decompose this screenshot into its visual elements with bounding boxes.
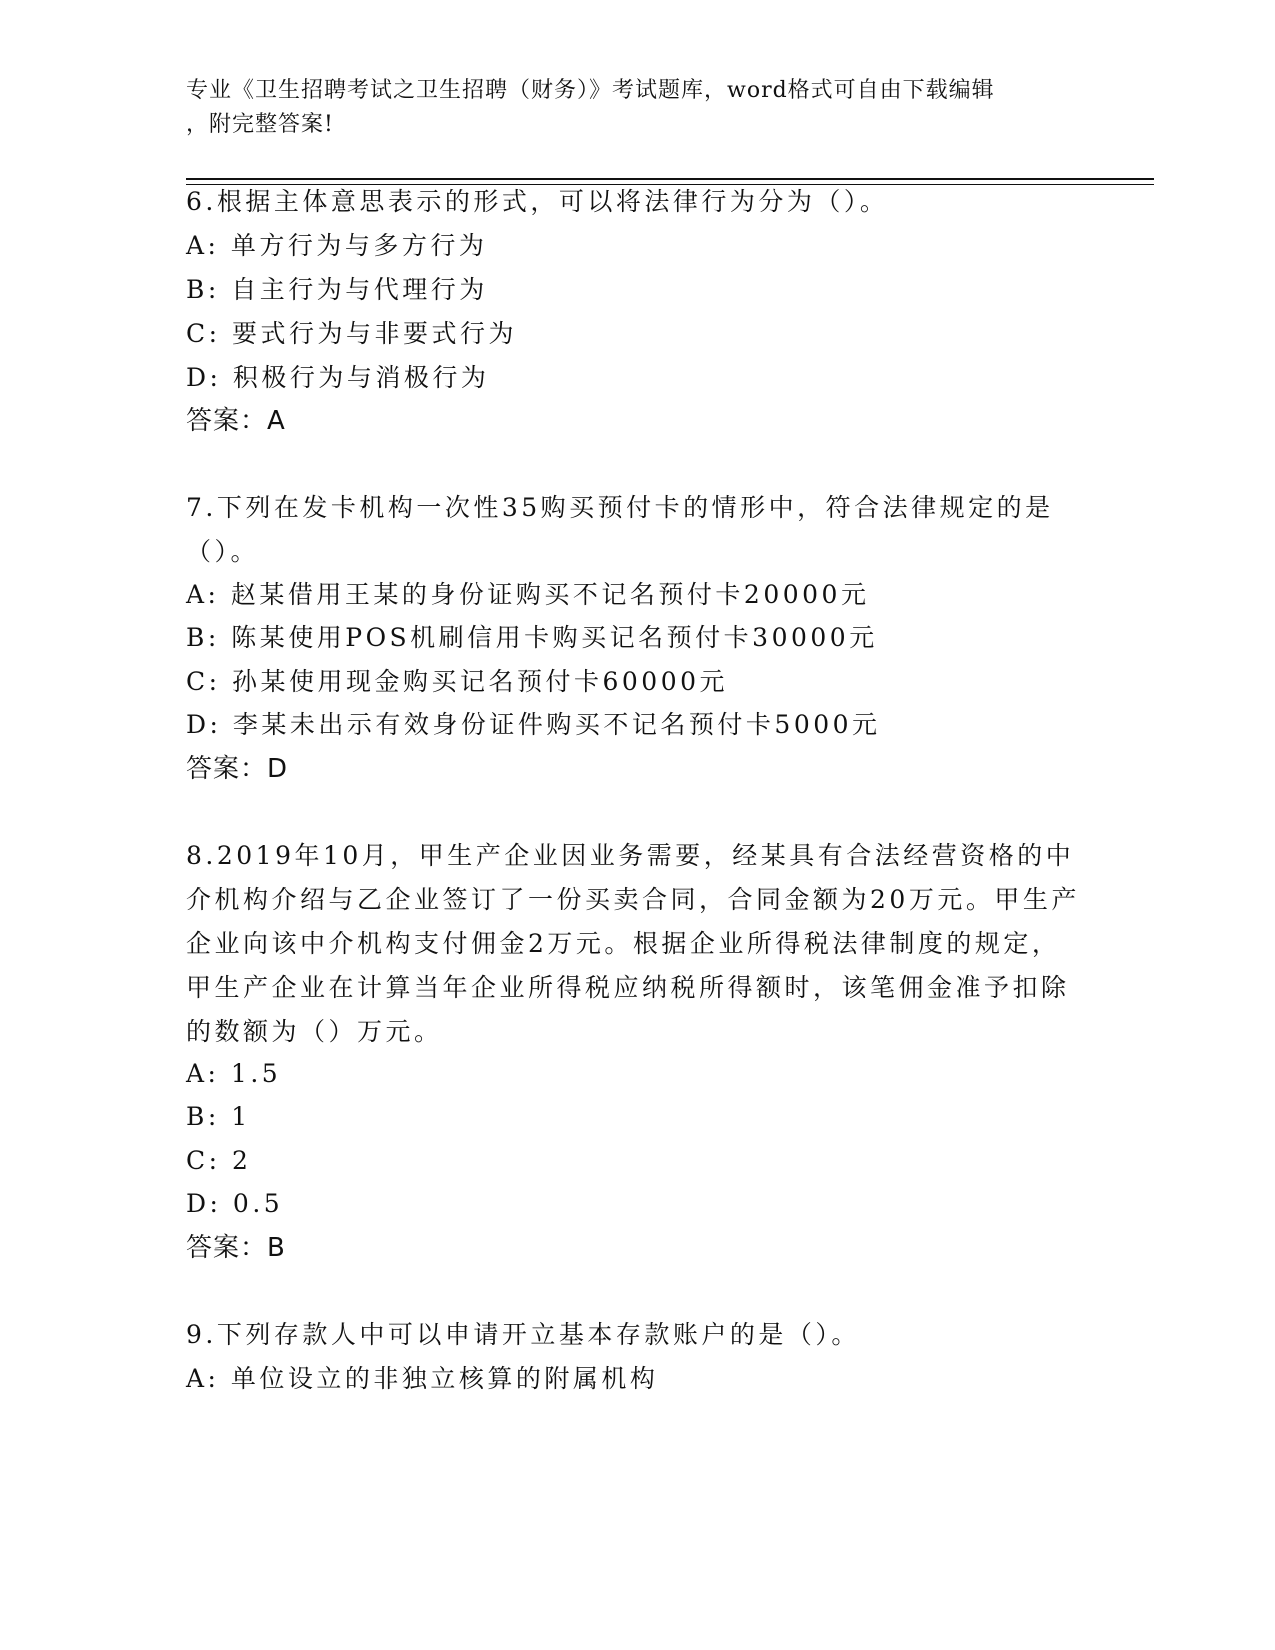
- question-8-stem: 8.2019年10月，甲生产企业因业务需要，经某具有合法经营资格的中介机构介绍与乙企业签订了一份买卖合同，合同金额为20万元。甲生产企业向该中介机构支付佣金2万元。根据企业所得税法律制度的规定，甲生产企业在计算当年企业所得税应纳税所得额时，该笔佣金准予扣除的数额为（）万元。: [186, 841, 1080, 1046]
- question-7-option-a: A: 赵某借用王某的身份证购买不记名预付卡20000元: [186, 580, 870, 609]
- question-8-option-d: D: 0.5: [186, 1189, 284, 1218]
- question-6-option-c: C: 要式行为与非要式行为: [186, 319, 517, 348]
- header-line-1: 专业《卫生招聘考试之卫生招聘（财务）》考试题库，word格式可自由下载编辑: [186, 78, 995, 103]
- question-9-stem: 9.下列存款人中可以申请开立基本存款账户的是（）。: [186, 1320, 860, 1349]
- question-8-option-a: A: 1.5: [186, 1059, 282, 1088]
- question-6-option-a: A: 单方行为与多方行为: [186, 231, 488, 260]
- question-8-option-c: C: 2: [186, 1146, 252, 1175]
- question-8-answer: 答案：B: [186, 1233, 286, 1263]
- header-line-2: ，附完整答案!: [186, 112, 334, 137]
- document-header: [186, 74, 1066, 142]
- question-7-option-d: D: 李某未出示有效身份证件购买不记名预付卡5000元: [186, 710, 881, 739]
- question-6-answer: 答案：A: [186, 406, 286, 436]
- question-8-option-b: B: 1: [186, 1102, 251, 1131]
- question-6-stem: 6.根据主体意思表示的形式，可以将法律行为分为（）。: [186, 187, 889, 216]
- question-7-option-c: C: 孙某使用现金购买记名预付卡60000元: [186, 667, 729, 696]
- question-9-option-a: A: 单位设立的非独立核算的附属机构: [186, 1364, 659, 1393]
- question-7-option-b: B: 陈某使用POS机刷信用卡购买记名预付卡30000元: [186, 623, 878, 652]
- question-7-stem: 7.下列在发卡机构一次性35购买预付卡的情形中，符合法律规定的是（）。: [186, 493, 1054, 566]
- question-7-answer: 答案：D: [186, 754, 289, 784]
- question-6-option-d: D: 积极行为与消极行为: [186, 363, 490, 392]
- question-6-option-b: B: 自主行为与代理行为: [186, 275, 488, 304]
